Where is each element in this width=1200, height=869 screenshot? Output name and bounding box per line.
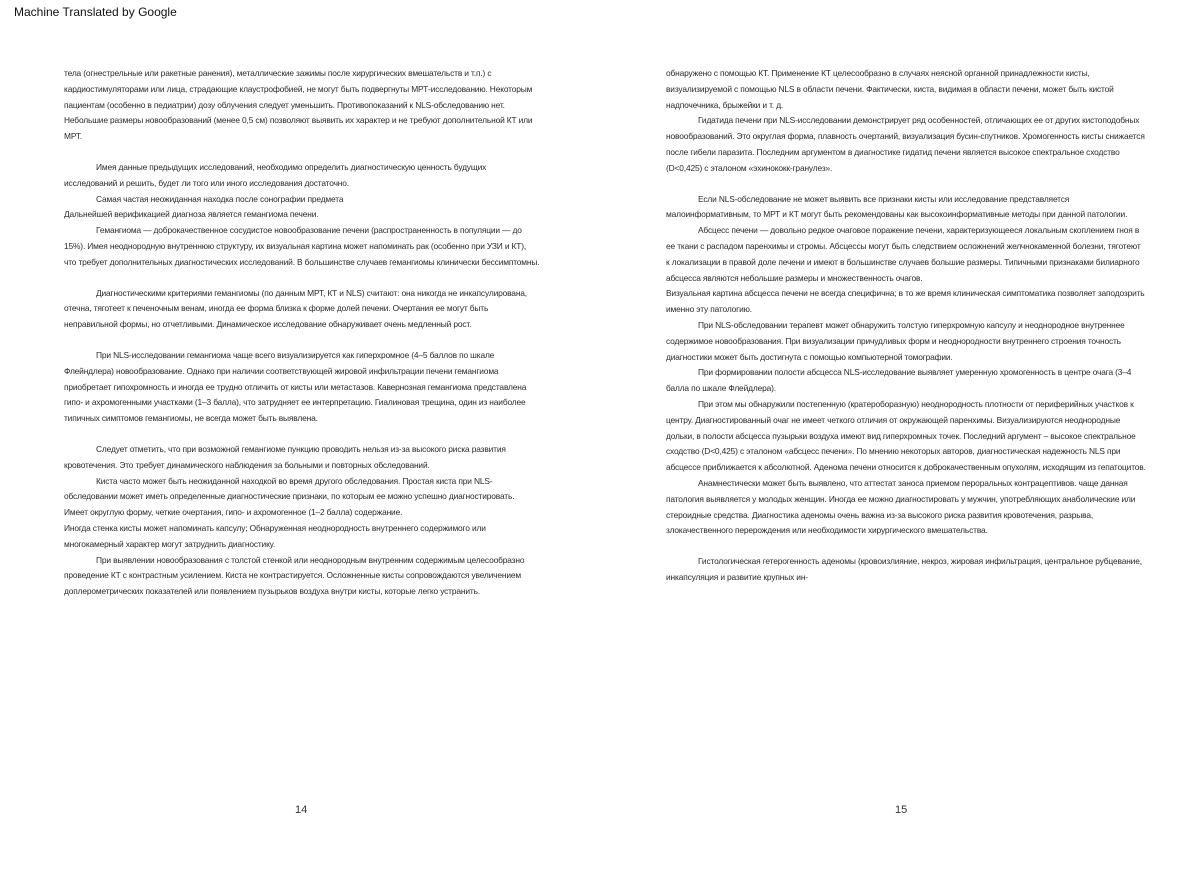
paragraph: Анамнестически может быть выявлено, что аттестат заноса приемом пероральных контрацептивов. чаще данная патология выявляется у молодых женщин. Иногда ее можно диагностировать у мужчин, употребляющих анаболические или стероидные средства. Диагностика аденомы очень важна из-за высокого риска развития кровотечения, разрыва, злокачественного перерождения или необходимости хирургического вмешательства. [666, 477, 1136, 536]
page-number: 14 [295, 804, 308, 816]
paragraph: Имея данные предыдущих исследований, необходимо определить диагностическую ценность будущих исследований и решить, будет ли того или иного исследования достаточно. [64, 161, 487, 188]
paragraph: Диагностическими критериями гемангиомы (по данным МРТ, КТ и NLS) считают: она никогда не инкапсулирована, отечна, тяготеет к печеночным венам, иногда ее форма близка к форме долей печени. Очертания ее могут быть неправильной формы, но отчетливыми. Динамическое исследование обнаруживает очень медленный рост. [64, 287, 527, 330]
paragraph: При NLS-обследовании терапевт может обнаружить толстую гиперхромную капсулу и неоднородное внутреннее содержимое новообразования. При визуализации причудливых форм и неоднородности внутреннего строения точность диагностики может быть достигнута с помощью компьютерной томографии. [666, 319, 1125, 362]
paragraph: Гидатида печени при NLS-исследовании демонстрирует ряд особенностей, отличающих ее от других кистоподобных новообразований. Это округлая форма, плавность очертаний, визуализация бусин-спутников. Хромогенность кисты снижается после гибели паразита. Последним аргументом в диагностике гидатид печени является высокое спектральное сходство (D<0,425) с эталоном «эхинококк-гранулез». [666, 115, 1145, 173]
machine-translation-banner: Machine Translated by Google [14, 5, 177, 19]
paragraph: Гемангиома — доброкачественное сосудистое новообразование печени (распространенность в популяции — до 15%). Имея неоднородную внутреннюю структуру, их визуальная картина может напоминать рак (особенно при УЗИ и КТ), что требует дополнительных диагностических исследований. В большинстве случаев гемангиомы клинически бессимптомны. [64, 225, 540, 267]
paragraph: Дальнейшей верификацией диагноза является гемангиома печени. [64, 209, 319, 220]
paragraph: При NLS-исследовании гемангиома чаще всего визуализируется как гиперхромное (4–5 баллов по шкале Флейндлера) новообразование. Однако при наличии соответствующей жировой инфильтрации печени гемангиома приобретает гипохромность и иногда ее трудно отличить от кисты или метастазов. Кавернозная гемангиома представлена гипо- и ахромогенными участками (1–3 балла), что затрудняет ее интерпретацию. Гиалиновая трещина, один из наиболее типичных симптомов гемангиомы, не всегда может быть выявлена. [64, 349, 527, 424]
paragraph: Абсцесс печени — довольно редкое очаговое поражение печени, характеризующееся локальным скоплением гноя в ее ткани с распадом паренхимы и стромы. Абсцессы могут быть следствием осложнений желчнокаменной болезни, тяготеют к локализации в правой доле печени и имеют в большинстве случаев большие размеры. Типичными признаками билиарного абсцесса являются небольшие размеры и множественность очагов. [666, 225, 1141, 283]
right-page-body [666, 66, 1146, 586]
paragraph: Следует отметить, что при возможной гемангиоме пункцию проводить нельзя из-за высокого риска развития кровотечения. Это требует динамического наблюдения за больными и повторных обследований. [64, 443, 506, 470]
paragraph: Визуальная картина абсцесса печени не всегда специфична; в то же время клиническая симптоматика позволяет заподозрить именно эту патологию. [666, 288, 1145, 315]
page-number: 15 [895, 804, 908, 816]
paragraph: При этом мы обнаружили постепенную (кратероборазную) неоднородность плотности от периферийных участков к центру. Диагностированный очаг не имеет четкого отличия от окружающей паренхимы. Визуализируются неоднородные дольки, в полости абсцесса пузырьки воздуха имеют вид гиперхромных точек. Последний аргумент – высокое спектральное сходство (D<0,425) с эталоном «абсцесс печени». По мнению некоторых авторов, диагностическая надежность NLS при абсцессе приближается к абсолютной. Аденома печени относится к доброкачественным опухолям, исходящим из гепатоцитов. [666, 398, 1146, 473]
paragraph: Иногда стенка кисты может напоминать капсулу; Обнаруженная неоднородность внутреннего содержимого или многокамерный характер могут затруднить диагностику. [64, 522, 486, 549]
paragraph: Гистологическая гетерогенность аденомы (кровоизлияние, некроз, жировая инфильтрация, центральное рубцевание, инкапсуляция и развитие крупных ин- [666, 556, 1142, 582]
paragraph: Самая частая неожиданная находка после сонографии предмета [96, 193, 344, 204]
paragraph: Киста часто может быть неожиданной находкой во время другого обследования. Простая киста при NLS-обследовании может иметь определенные диагностические признаки, по которым ее можно успешно диагностировать. Имеет округлую форму, четкие очертания, гипо- и ахромогенное (1–2 балла) содержание. [64, 475, 515, 518]
paragraph: При выявлении новообразования с толстой стенкой или неоднородным внутренним содержимым целесообразно проведение КТ с контрастным усилением. Киста не контрастируется. Осложненные кисты сопровождаются увеличением доплерометрических показателей или появлением пузырьков воздуха внутри кисты, которые легко устранить. [64, 554, 525, 597]
paragraph: тела (огнестрельные или ракетные ранения), металлические зажимы после хирургических вмешательств и т.п.) с кардиостимуляторами или лица, страдающие клаустрофобией, не могут быть подвергнуты МРТ-исследованию. Некоторым пациентам (особенно в педиатрии) дозу облучения следует уменьшить. Противопоказаний к NLS-обследованию нет. Небольшие размеры новообразований (менее 0,5 см) позволяют выявить их характер и не требуют дополнительной КТ или МРТ. [64, 68, 533, 142]
paragraph: обнаружено с помощью КТ. Применение КТ целесообразно в случаях неясной органной принадлежности кисты, визуализируемой с помощью NLS в области печени. Фактически, киста, видимая в области печени, может быть кистой надпочечника, брыжейки и т. д. [666, 68, 1114, 110]
paragraph: Если NLS-обследование не может выявить все признаки кисты или исследование представляется малоинформативным, то МРТ и КТ могут быть рекомендованы как высокоинформативные методы при данной патологии. [666, 193, 1128, 220]
paragraph: При формировании полости абсцесса NLS-исследование выявляет умеренную хромогенность в центре очага (3–4 балла по шкале Флейдлера). [666, 367, 1132, 394]
left-page-body [64, 66, 540, 600]
